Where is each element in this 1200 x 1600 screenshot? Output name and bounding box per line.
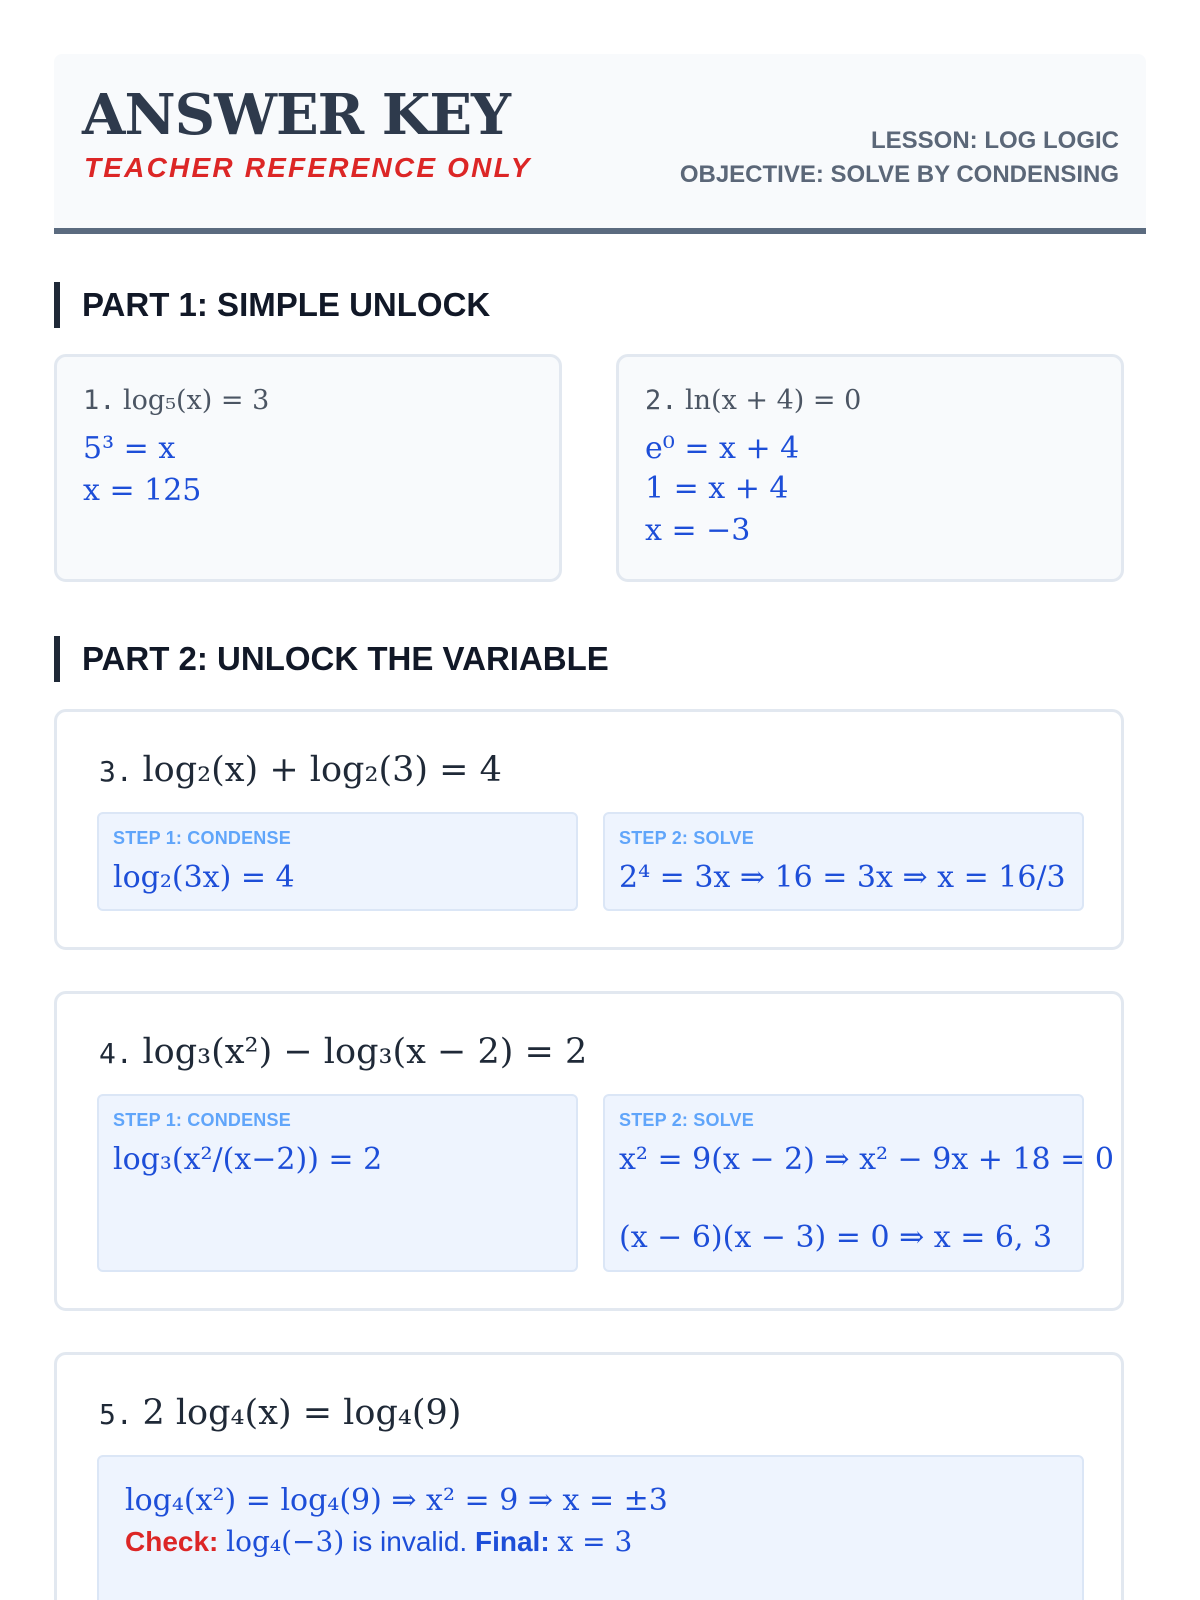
problem-5-question: 5. 2 log₄(x) = log₄(9) bbox=[99, 1393, 462, 1433]
problem-3-question: 3. log₂(x) + log₂(3) = 4 bbox=[99, 750, 502, 790]
problem-1-step-1: 5³ = x bbox=[83, 431, 176, 466]
problem-2-question: 2. ln(x + 4) = 0 bbox=[645, 385, 862, 416]
problem-4-step2-line1: x² = 9(x − 2) ⇒ x² − 9x + 18 = 0 bbox=[619, 1142, 1114, 1177]
check-expression: log₄(−3) bbox=[226, 1525, 345, 1558]
problem-4-step2-label: STEP 2: SOLVE bbox=[619, 1110, 754, 1130]
check-text: is invalid. bbox=[352, 1526, 468, 1557]
problem-1-question: 1. log₅(x) = 3 bbox=[83, 385, 270, 416]
problem-3-step2-value: 2⁴ = 3x ⇒ 16 = 3x ⇒ x = 16/3 bbox=[619, 860, 1066, 895]
problem-5-solution-box bbox=[97, 1455, 1084, 1600]
problem-5-check-line bbox=[125, 1525, 632, 1558]
problem-4-step1-label: STEP 1: CONDENSE bbox=[113, 1110, 291, 1130]
problem-2-step-2: 1 = x + 4 bbox=[645, 471, 789, 506]
part2-title: PART 2: UNLOCK THE VARIABLE bbox=[54, 636, 609, 682]
problem-2-step-3: x = −3 bbox=[645, 513, 751, 548]
problem-4-question: 4. log₃(x²) − log₃(x − 2) = 2 bbox=[99, 1032, 588, 1072]
problem-3-step1-value: log₂(3x) = 4 bbox=[113, 860, 295, 895]
problem-3-step2-label: STEP 2: SOLVE bbox=[619, 828, 754, 848]
problem-card-5 bbox=[54, 1352, 1124, 1600]
final-value: x = 3 bbox=[557, 1525, 633, 1558]
page-subtitle: TEACHER REFERENCE ONLY bbox=[84, 152, 532, 183]
problem-3-step1-box bbox=[97, 812, 578, 911]
problem-4-step2-line2: (x − 6)(x − 3) = 0 ⇒ x = 6, 3 bbox=[619, 1220, 1053, 1255]
final-label: Final: bbox=[474, 1526, 550, 1557]
problem-3-step1-label: STEP 1: CONDENSE bbox=[113, 828, 291, 848]
page-title: ANSWER KEY bbox=[82, 82, 511, 148]
problem-4-step2-box bbox=[603, 1094, 1114, 1272]
lesson-meta bbox=[680, 124, 1119, 192]
problem-card-4 bbox=[54, 991, 1124, 1311]
objective-label: OBJECTIVE: SOLVE BY CONDENSING bbox=[679, 161, 1119, 188]
problem-card-1 bbox=[54, 354, 562, 582]
problem-5-solution: log₄(x²) = log₄(9) ⇒ x² = 9 ⇒ x = ±3 bbox=[125, 1483, 668, 1518]
answer-key-header bbox=[54, 54, 1146, 234]
problem-4-step1-value: log₃(x²/(x−2)) = 2 bbox=[113, 1142, 383, 1177]
problem-card-3 bbox=[54, 709, 1124, 950]
problem-3-step2-box bbox=[603, 812, 1084, 911]
check-label: Check: bbox=[125, 1526, 219, 1557]
problem-card-2 bbox=[616, 354, 1124, 582]
part1-title: PART 1: SIMPLE UNLOCK bbox=[54, 282, 490, 328]
problem-1-step-2: x = 125 bbox=[83, 473, 202, 508]
lesson-label: LESSON: LOG LOGIC bbox=[870, 127, 1119, 154]
problem-2-step-1: e⁰ = x + 4 bbox=[645, 431, 800, 466]
problem-4-step1-box bbox=[97, 1094, 578, 1272]
